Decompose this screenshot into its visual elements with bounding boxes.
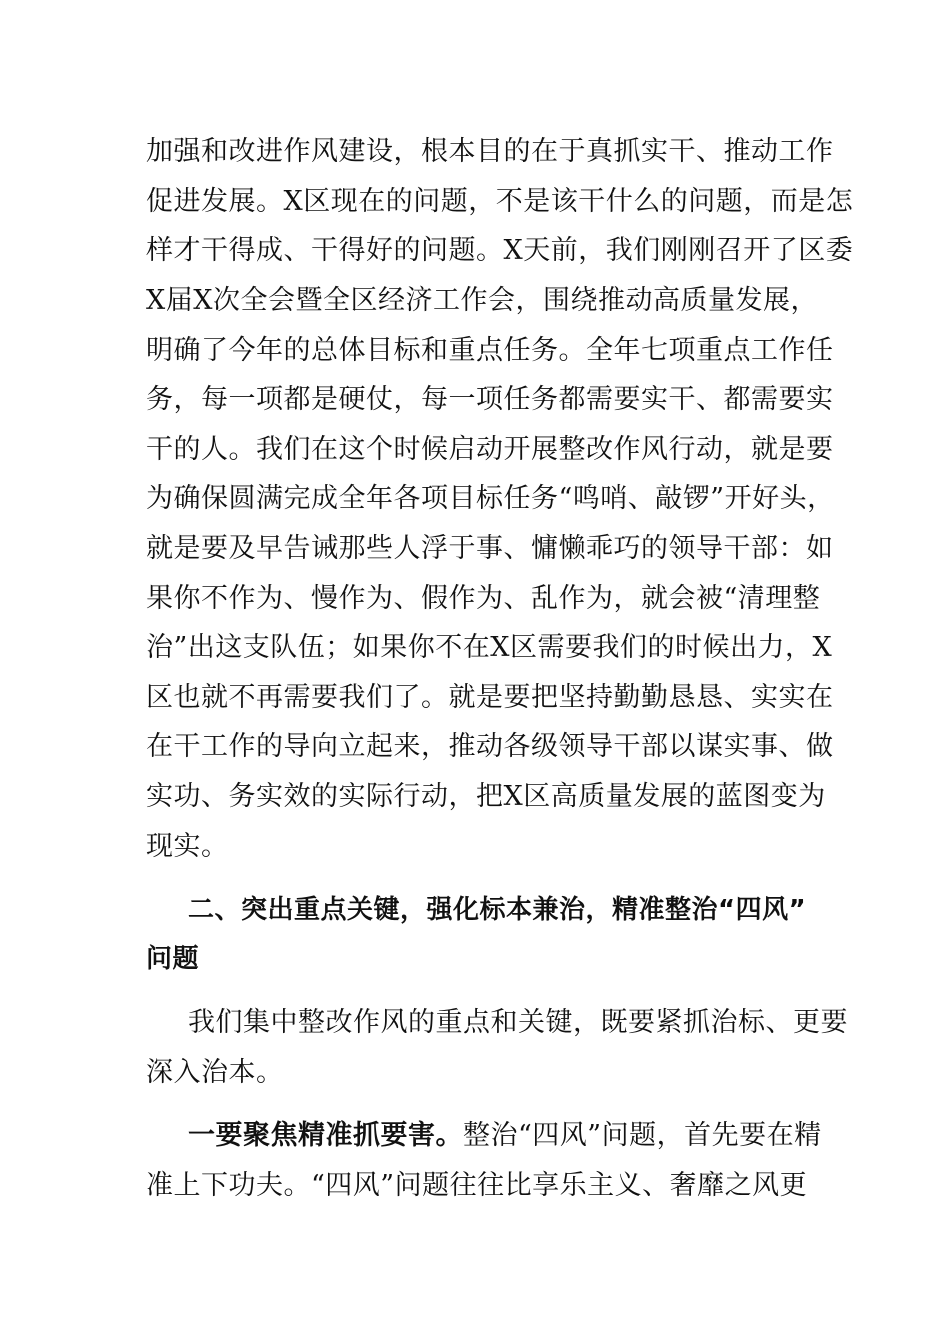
body-text-span: 整治“四风”问题，首先要在精 <box>463 1120 822 1151</box>
section-heading: 二、突出重点关键，强化标本兼治，精准整治“四风” <box>188 895 807 925</box>
body-text-line <box>188 1118 868 1154</box>
body-text-line: X届X次全会暨全区经济工作会，围绕推动高质量发展， <box>146 285 818 316</box>
body-text-line: 深入治本。 <box>146 1057 284 1088</box>
body-text-line: 干的人。我们在这个时候启动开展整改作风行动，就是要 <box>146 434 834 465</box>
body-text-line: 区也就不再需要我们了。就是要把坚持勤勤恳恳、实实在 <box>146 682 834 713</box>
bold-lead-phrase: 一要聚焦精准抓要害。 <box>188 1120 463 1151</box>
body-text-line: 现实。 <box>146 831 229 862</box>
body-text-line: 在干工作的导向立起来，推动各级领导干部以谋实事、做 <box>146 731 834 762</box>
body-text-line: 就是要及早告诫那些人浮于事、慵懒乖巧的领导干部：如 <box>146 533 834 564</box>
body-text-line: 促进发展。X区现在的问题，不是该干什么的问题，而是怎 <box>146 186 854 217</box>
body-text-line: 我们集中整改作风的重点和关键，既要紧抓治标、更要 <box>188 1007 848 1038</box>
body-text-line: 果你不作为、慢作为、假作为、乱作为，就会被“清理整 <box>146 583 821 614</box>
section-heading-continued: 问题 <box>146 944 200 974</box>
body-text-line: 样才干得成、干得好的问题。X天前，我们刚刚召开了区委 <box>146 235 854 266</box>
body-text-line: 准上下功夫。“四风”问题往往比享乐主义、奢靡之风更 <box>146 1170 808 1201</box>
body-text-line: 实功、务实效的实际行动，把X区高质量发展的蓝图变为 <box>146 781 826 812</box>
body-text-line: 加强和改进作风建设，根本目的在于真抓实干、推动工作 <box>146 136 834 167</box>
body-text-line: 务，每一项都是硬仗，每一项任务都需要实干、都需要实 <box>146 384 834 415</box>
body-text-line: 明确了今年的总体目标和重点任务。全年七项重点工作任 <box>146 335 834 366</box>
body-text-line: 为确保圆满完成全年各项目标任务“鸣哨、敲锣”开好头， <box>146 483 835 514</box>
body-text-line: 治”出这支队伍；如果你不在X区需要我们的时候出力，X <box>146 632 833 663</box>
